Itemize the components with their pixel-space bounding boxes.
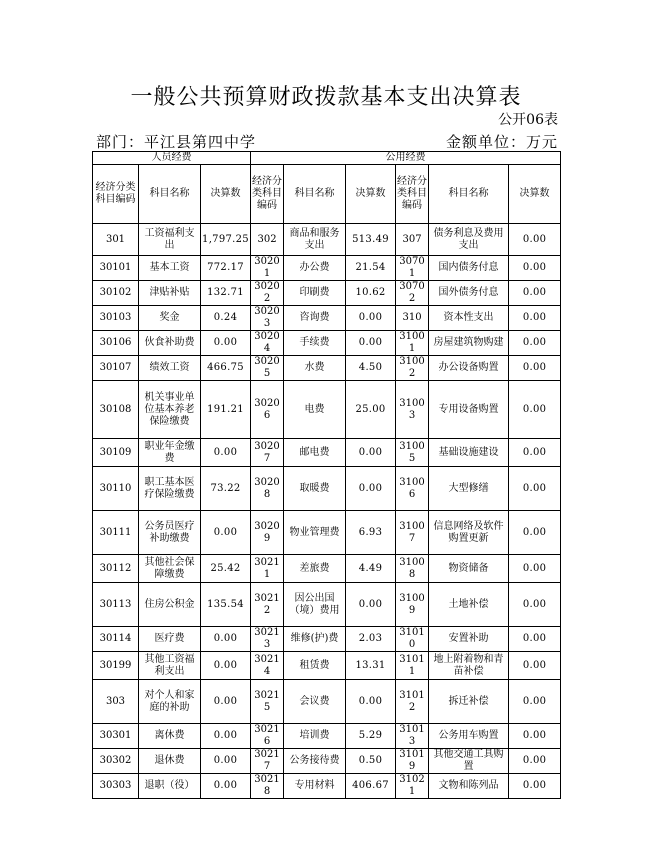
cell-code-2: 30216	[251, 724, 284, 749]
cell-code-1: 303	[93, 680, 139, 724]
cell-name-1: 医疗费	[139, 627, 201, 652]
cell-name-2: 水费	[284, 356, 346, 381]
cell-code-2: 30213	[251, 627, 284, 652]
cell-name-2: 维修(护)费	[284, 627, 346, 652]
cell-name-1: 机关事业单位基本养老保险缴费	[139, 381, 201, 439]
form-number: 公开06表	[498, 112, 558, 128]
table-row	[93, 583, 561, 627]
cell-name-1: 住房公积金	[139, 583, 201, 627]
cell-code-1: 30109	[93, 439, 139, 467]
cell-name-1: 职工基本医疗保险缴费	[139, 467, 201, 511]
cell-code-2: 30208	[251, 467, 284, 511]
cell-amount-3: 0.00	[509, 356, 561, 381]
table-row	[93, 306, 561, 331]
cell-name-2: 邮电费	[284, 439, 346, 467]
cell-code-2: 30207	[251, 439, 284, 467]
cell-name-3: 房屋建筑物购建	[429, 331, 509, 356]
table-row	[93, 281, 561, 306]
cell-name-2: 租赁费	[284, 652, 346, 680]
col-name-1: 科目名称	[139, 165, 201, 224]
cell-name-2: 商品和服务支出	[284, 224, 346, 256]
cell-amount-2: 406.67	[346, 774, 396, 799]
cell-name-1: 基本工资	[139, 256, 201, 281]
cell-code-1: 30107	[93, 356, 139, 381]
table-row	[93, 256, 561, 281]
cell-amount-1: 466.75	[201, 356, 251, 381]
cell-code-1: 30102	[93, 281, 139, 306]
group-public: 公用经费	[251, 152, 561, 165]
cell-amount-3: 0.00	[509, 381, 561, 439]
cell-name-1: 津贴补贴	[139, 281, 201, 306]
cell-amount-2: 13.31	[346, 652, 396, 680]
cell-name-1: 对个人和家庭的补助	[139, 680, 201, 724]
cell-amount-3: 0.00	[509, 555, 561, 583]
cell-name-2: 差旅费	[284, 555, 346, 583]
cell-amount-1: 132.71	[201, 281, 251, 306]
cell-code-1: 30114	[93, 627, 139, 652]
cell-name-2: 手续费	[284, 331, 346, 356]
table-row	[93, 511, 561, 555]
table-row	[93, 331, 561, 356]
cell-code-3: 31009	[396, 583, 429, 627]
table-row	[93, 439, 561, 467]
expenditure-table	[92, 151, 561, 799]
cell-amount-2: 0.00	[346, 467, 396, 511]
cell-name-3: 信息网络及软件购置更新	[429, 511, 509, 555]
cell-code-2: 30204	[251, 331, 284, 356]
cell-amount-2: 0.00	[346, 583, 396, 627]
table-row	[93, 652, 561, 680]
cell-amount-1: 0.00	[201, 511, 251, 555]
department-label: 部门：平江县第四中学	[96, 133, 257, 151]
cell-amount-2: 0.00	[346, 680, 396, 724]
cell-amount-3: 0.00	[509, 439, 561, 467]
cell-name-2: 会议费	[284, 680, 346, 724]
amount-unit-label: 金额单位：万元	[445, 133, 558, 151]
cell-name-3: 国内债务付息	[429, 256, 509, 281]
cell-code-2: 30206	[251, 381, 284, 439]
group-header-row	[93, 152, 561, 165]
cell-code-2: 30202	[251, 281, 284, 306]
cell-code-2: 30209	[251, 511, 284, 555]
cell-code-3: 31006	[396, 467, 429, 511]
col-code-1: 经济分类科目编码	[93, 165, 139, 224]
cell-code-2: 30218	[251, 774, 284, 799]
cell-amount-2: 2.03	[346, 627, 396, 652]
cell-code-2: 30214	[251, 652, 284, 680]
cell-amount-1: 0.00	[201, 724, 251, 749]
cell-code-3: 31011	[396, 652, 429, 680]
cell-code-1: 30106	[93, 331, 139, 356]
group-personnel: 人员经费	[93, 152, 251, 165]
cell-name-3: 拆迁补偿	[429, 680, 509, 724]
cell-amount-3: 0.00	[509, 652, 561, 680]
cell-code-1: 30301	[93, 724, 139, 749]
cell-amount-1: 135.54	[201, 583, 251, 627]
cell-name-3: 文物和陈列品	[429, 774, 509, 799]
cell-code-2: 30205	[251, 356, 284, 381]
cell-name-1: 工资福利支出	[139, 224, 201, 256]
cell-name-3: 大型修缮	[429, 467, 509, 511]
cell-amount-2: 513.49	[346, 224, 396, 256]
cell-code-3: 31002	[396, 356, 429, 381]
cell-name-3: 其他交通工具购置	[429, 749, 509, 774]
cell-name-3: 安置补助	[429, 627, 509, 652]
column-header-row	[93, 165, 561, 224]
cell-name-3: 土地补偿	[429, 583, 509, 627]
cell-code-3: 31007	[396, 511, 429, 555]
cell-name-3: 国外债务付息	[429, 281, 509, 306]
cell-code-3: 30702	[396, 281, 429, 306]
cell-amount-3: 0.00	[509, 306, 561, 331]
cell-code-3: 31019	[396, 749, 429, 774]
cell-amount-1: 191.21	[201, 381, 251, 439]
col-amount-2: 决算数	[346, 165, 396, 224]
cell-code-1: 30110	[93, 467, 139, 511]
cell-amount-2: 4.50	[346, 356, 396, 381]
cell-name-2: 咨询费	[284, 306, 346, 331]
cell-amount-3: 0.00	[509, 281, 561, 306]
page-title: 一般公共预算财政拨款基本支出决算表	[130, 85, 522, 110]
cell-amount-3: 0.00	[509, 331, 561, 356]
cell-code-3: 31008	[396, 555, 429, 583]
cell-amount-2: 4.49	[346, 555, 396, 583]
cell-amount-2: 0.00	[346, 331, 396, 356]
cell-code-3: 30701	[396, 256, 429, 281]
cell-amount-1: 0.00	[201, 331, 251, 356]
cell-name-2: 专用材料	[284, 774, 346, 799]
cell-code-1: 301	[93, 224, 139, 256]
cell-amount-2: 0.00	[346, 306, 396, 331]
cell-amount-1: 0.00	[201, 680, 251, 724]
cell-amount-1: 0.00	[201, 774, 251, 799]
cell-code-1: 30113	[93, 583, 139, 627]
col-amount-3: 决算数	[509, 165, 561, 224]
cell-name-3: 债务利息及费用支出	[429, 224, 509, 256]
cell-code-3: 31012	[396, 680, 429, 724]
cell-code-3: 31010	[396, 627, 429, 652]
cell-name-2: 取暖费	[284, 467, 346, 511]
cell-code-3: 31005	[396, 439, 429, 467]
cell-amount-3: 0.00	[509, 583, 561, 627]
table-row	[93, 627, 561, 652]
cell-amount-3: 0.00	[509, 724, 561, 749]
cell-amount-1: 25.42	[201, 555, 251, 583]
cell-code-3: 31003	[396, 381, 429, 439]
cell-amount-1: 772.17	[201, 256, 251, 281]
cell-amount-3: 0.00	[509, 627, 561, 652]
table-row	[93, 555, 561, 583]
cell-code-2: 302	[251, 224, 284, 256]
cell-name-1: 退休费	[139, 749, 201, 774]
table-row	[93, 224, 561, 256]
col-name-3: 科目名称	[429, 165, 509, 224]
cell-code-2: 30203	[251, 306, 284, 331]
cell-amount-1: 0.00	[201, 652, 251, 680]
cell-name-3: 基础设施建设	[429, 439, 509, 467]
table-row	[93, 381, 561, 439]
cell-name-2: 物业管理费	[284, 511, 346, 555]
cell-code-2: 30212	[251, 583, 284, 627]
cell-amount-3: 0.00	[509, 749, 561, 774]
cell-amount-2: 6.93	[346, 511, 396, 555]
cell-name-1: 奖金	[139, 306, 201, 331]
cell-code-1: 30302	[93, 749, 139, 774]
cell-code-1: 30103	[93, 306, 139, 331]
cell-code-1: 30199	[93, 652, 139, 680]
cell-amount-2: 21.54	[346, 256, 396, 281]
cell-amount-3: 0.00	[509, 774, 561, 799]
table-row	[93, 724, 561, 749]
cell-name-1: 职业年金缴费	[139, 439, 201, 467]
cell-code-3: 31021	[396, 774, 429, 799]
cell-name-3: 物资储备	[429, 555, 509, 583]
cell-code-2: 30215	[251, 680, 284, 724]
cell-code-2: 30211	[251, 555, 284, 583]
cell-amount-3: 0.00	[509, 256, 561, 281]
cell-name-3: 专用设备购置	[429, 381, 509, 439]
cell-name-1: 其他社会保障缴费	[139, 555, 201, 583]
cell-code-3: 307	[396, 224, 429, 256]
cell-name-1: 退职（役）	[139, 774, 201, 799]
cell-name-2: 公务接待费	[284, 749, 346, 774]
cell-amount-2: 0.00	[346, 439, 396, 467]
cell-name-3: 资本性支出	[429, 306, 509, 331]
col-amount-1: 决算数	[201, 165, 251, 224]
cell-name-1: 其他工资福利支出	[139, 652, 201, 680]
cell-amount-1: 0.24	[201, 306, 251, 331]
col-code-3: 经济分类科目编码	[396, 165, 429, 224]
table-row	[93, 774, 561, 799]
cell-amount-2: 0.50	[346, 749, 396, 774]
cell-amount-1: 1,797.25	[201, 224, 251, 256]
cell-name-1: 公务员医疗补助缴费	[139, 511, 201, 555]
cell-amount-1: 73.22	[201, 467, 251, 511]
cell-name-3: 地上附着物和青苗补偿	[429, 652, 509, 680]
cell-amount-3: 0.00	[509, 680, 561, 724]
cell-amount-2: 5.29	[346, 724, 396, 749]
cell-code-1: 30101	[93, 256, 139, 281]
col-code-2: 经济分类科目编码	[251, 165, 284, 224]
cell-code-2: 30201	[251, 256, 284, 281]
cell-name-2: 电费	[284, 381, 346, 439]
cell-name-1: 绩效工资	[139, 356, 201, 381]
cell-amount-2: 10.62	[346, 281, 396, 306]
cell-name-1: 伙食补助费	[139, 331, 201, 356]
cell-code-3: 31001	[396, 331, 429, 356]
cell-name-3: 公务用车购置	[429, 724, 509, 749]
cell-code-3: 310	[396, 306, 429, 331]
cell-amount-1: 0.00	[201, 749, 251, 774]
cell-code-2: 30217	[251, 749, 284, 774]
table-row	[93, 680, 561, 724]
cell-amount-3: 0.00	[509, 467, 561, 511]
cell-name-2: 培训费	[284, 724, 346, 749]
cell-name-2: 办公费	[284, 256, 346, 281]
cell-amount-2: 25.00	[346, 381, 396, 439]
table-row	[93, 749, 561, 774]
cell-name-3: 办公设备购置	[429, 356, 509, 381]
cell-amount-3: 0.00	[509, 511, 561, 555]
col-name-2: 科目名称	[284, 165, 346, 224]
cell-name-2: 印刷费	[284, 281, 346, 306]
cell-name-1: 离休费	[139, 724, 201, 749]
cell-code-1: 30108	[93, 381, 139, 439]
table-row	[93, 356, 561, 381]
cell-code-3: 31013	[396, 724, 429, 749]
table-row	[93, 467, 561, 511]
cell-code-1: 30303	[93, 774, 139, 799]
cell-amount-1: 0.00	[201, 439, 251, 467]
cell-amount-3: 0.00	[509, 224, 561, 256]
cell-amount-1: 0.00	[201, 627, 251, 652]
cell-code-1: 30111	[93, 511, 139, 555]
cell-code-1: 30112	[93, 555, 139, 583]
cell-name-2: 因公出国（境）费用	[284, 583, 346, 627]
